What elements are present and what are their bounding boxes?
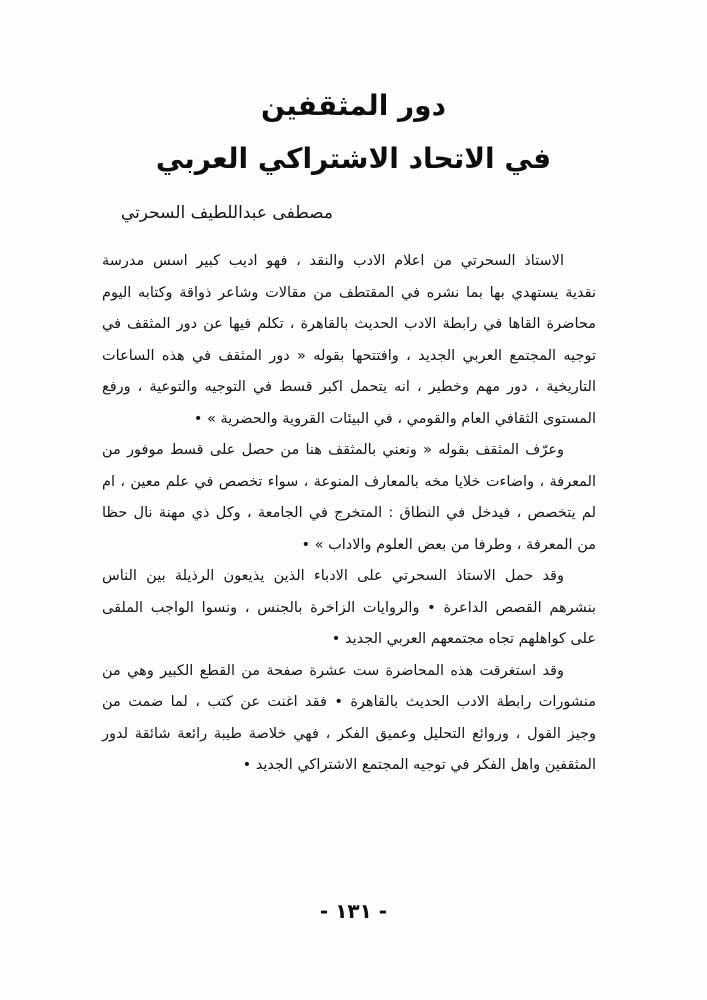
paragraph-2 [102, 435, 596, 561]
paragraph-line: محاضرة القاها في رابطة الادب الحديث بالقاهرة ، تكلم فيها عن دور المثقف في [102, 316, 596, 332]
paragraph-3 [102, 561, 596, 656]
paragraph-line: المعرفة ، واضاءت خلايا مخه بالمعارف المنوعة ، سواء تخصص في علم معين ، ام [102, 473, 596, 490]
paragraph-line: الاستاذ السحرتي من اعلام الادب والنقد ، فهو اديب كبير اسس مدرسة [102, 253, 564, 269]
paragraph-line: وقد استغرقت هذه المحاضرة ست عشرة صفحة من القطع الكبير وهي من [102, 662, 564, 679]
paragraph-line: التاريخية ، دور مهم وخطير ، انه يتحمل اكبر قسط في التوجيه والتوعية ، ورفع [102, 379, 596, 395]
page-number: - ١٣١ - [319, 899, 388, 923]
paragraph-line: من المعرفة ، وطرفا من بعض العلوم والاداب » • [301, 536, 596, 553]
paragraph-4 [102, 656, 596, 782]
document-title: دور المثقفين [261, 89, 446, 122]
document-subtitle: في الاتحاد الاشتراكي العربي [155, 142, 552, 175]
paragraph-line: نقدية يستهدي بها بما نشره في المقتطف من مقالات وشاعر ذواقة وكتابه اليوم [102, 284, 596, 301]
paragraph-line: بنشرهم القصص الداعرة • والروايات الزاخرة بالجنس ، ونسوا الواجب الملقى [102, 599, 596, 616]
paragraph-line: المثقفين واهل الفكر في توجيه المجتمع الاشتراكي الجديد • [242, 757, 596, 773]
paragraph-line: على كواهلهم تجاه مجتمعهم العربي الجديد • [331, 631, 596, 647]
paragraph-1 [102, 246, 596, 435]
paragraph-line: منشورات رابطة الادب الحديث بالقاهرة • فقد اغنت عن كتب ، لما ضمت من [102, 694, 596, 710]
article-body [102, 246, 596, 782]
paragraph-line: وقد حمل الاستاذ السحرتي على الادباء الذين يذيعون الرذيلة بين الناس [102, 568, 564, 584]
paragraph-line: توجيه المجتمع العربي الجديد ، وافتتحها بقوله « دور المثقف في هذه الساعات [102, 347, 596, 364]
paragraph-line: المستوى الثقافي العام والقومي ، في البيئات القروية والحضرية » • [193, 410, 596, 427]
paragraph-line: وعرّف المثقف بقوله « ونعني بالمثقف هنا من حصل على قسط موفور من [102, 442, 564, 458]
author-name: مصطفى عبداللطيف السحرتي [120, 203, 333, 223]
paragraph-line: لم يتخصص ، فيدخل في النطاق : المتخرج في الجامعة ، وكل ذي مهنة نال حظا [102, 505, 596, 521]
paragraph-line: وجيز القول ، وروائع التحليل وعميق الفكر ، فهي خلاصة طيبة رائعة شائقة لدور [102, 725, 596, 742]
